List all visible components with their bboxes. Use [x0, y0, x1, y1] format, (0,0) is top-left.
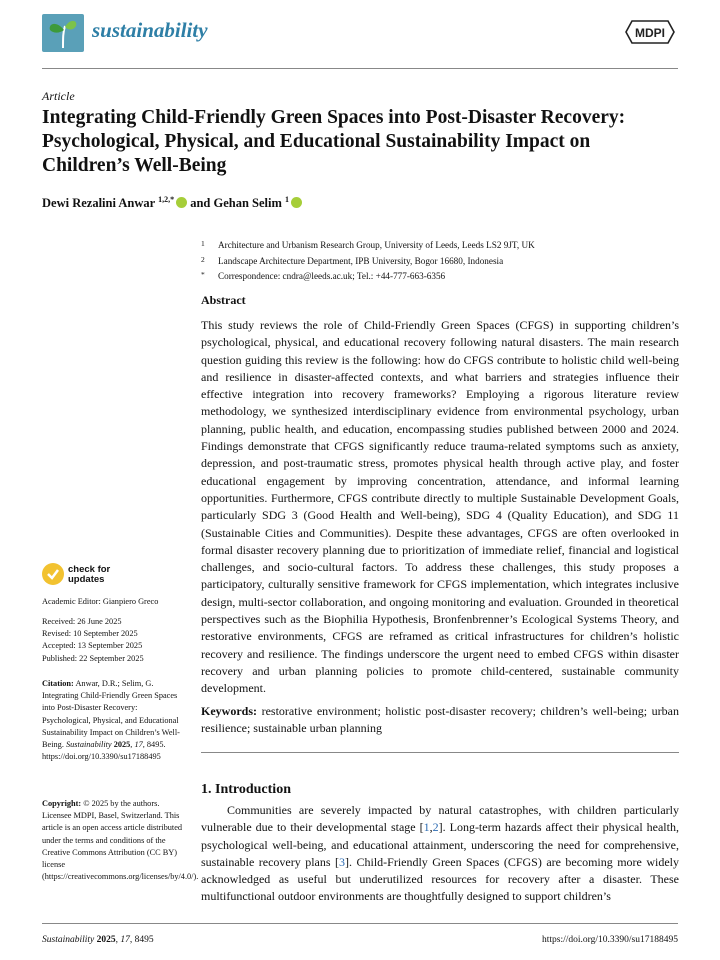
article-title: Integrating Child-Friendly Green Spaces into Post-Disaster Recovery: Psychological, Physical, and Educational Sustainability Impact on Children’s Well-Being: [42, 107, 626, 176]
affiliation-item: 2 Landscape Architecture Department, IPB University, Bogor 16680, Indonesia: [201, 254, 504, 266]
correspondence[interactable]: * Correspondence: cndra@leeds.ac.uk; Tel.: +44-777-663-6356: [201, 270, 446, 281]
copyright-block: Copyright: © 2025 by the authors. Licensee MDPI, Basel, Switzerland. This article is an open access article distributed under the terms and conditions of the Creative Commons Attribution (CC BY) license (https://creativecommons.org/licenses/by/4.0/).: [42, 799, 199, 882]
affiliation-item: 1 Architecture and Urbanism Research Group, University of Leeds, Leeds LS2 9JT, UK: [201, 239, 535, 250]
mdpi-logo-text: MDPI: [635, 26, 665, 40]
journal-name[interactable]: sustainability: [92, 18, 208, 42]
check-updates-link[interactable]: check for updates: [68, 564, 111, 585]
keywords-label: Keywords:: [201, 704, 257, 718]
citation-link[interactable]: 3: [339, 854, 346, 869]
keywords-list: restorative environment; holistic post-disaster recovery; children’s well-being; urban resilience; sustainable urban planning: [201, 704, 680, 736]
author-name[interactable]: Dewi Rezalini Anwar: [42, 196, 155, 211]
section-heading: 1. Introduction: [201, 782, 291, 797]
mdpi-logo[interactable]: [624, 17, 676, 47]
abstract-text: This study reviews the role of Child-Friendly Green Spaces (CFGS) in supporting children’s psychological, physical, and educational recovery following natural disasters. The main research question guiding this review is the following: how do CFGS contribute to holistic child well-being and resilience in disaster-affected contexts, and what barriers and strategies influence their effective integration into recovery frameworks? Employing a rigorous literature review methodology, we synthesized interdisciplinary evidence from environmental psychology, urban planning, public health, and education, encompassing studies published between 2000 and 2024. Findings demonstrate that CFGS significantly reduce trauma-related symptoms such as anxiety, depression, and post-traumatic stress, promotes physical health through active play, and foster educational engagement by improving concentration, attendance, and informal learning opportunities. Furthermore, CFGS contribute directly to multiple Sustainable Development Goals, particularly SDG 3 (Good Health and Well-being), SDG 4 (Quality Education), and SDG 11 (Sustainable Cities and Communities). Despite these advantages, CFGS are often overlooked in formal disaster recovery planning due to prioritization of immediate relief, financial and logistical challenges, and socio-cultural factors. To address these challenges, this study proposes a participatory, culturally sensitive framework for CFGS implementation, which integrates inclusive design, multi-sector collaboration, and ongoing monitoring and evaluation. Grounded in theoretical perspectives such as the Biophilia Hypothesis, Bronfenbrenner’s Ecological Systems Theory, and restorative environments, CFGS are reframed as critical infrastructures for children’s holistic recovery and resilience. The findings underscore the urgent need to embed CFGS within disaster recovery and urban planning policies to promote child-centered, sustainable community development.: [201, 318, 679, 696]
orcid-icon[interactable]: [291, 197, 302, 208]
keywords: [201, 703, 679, 738]
footer-citation: Sustainability 2025, 17, 8495: [42, 935, 154, 945]
author-name[interactable]: and Gehan Selim: [190, 196, 282, 211]
academic-editor: Academic Editor: Gianpiero Greco: [42, 597, 159, 606]
footer-divider: [42, 923, 678, 924]
author-list: [42, 195, 302, 211]
citation-block: Citation: Anwar, D.R.; Selim, G. Integrating Child-Friendly Green Spaces into Post-Disaster Recovery: Psychological, Physical, and Educational Sustainability Impact on Children’s Well-Being. Sustainability 2025, 17, 8495. https://doi.org/10.3390/su17188495: [42, 679, 180, 762]
affiliations: [201, 237, 535, 284]
orcid-icon[interactable]: [176, 197, 187, 208]
dates: Received: 26 June 2025 Revised: 10 September 2025 Accepted: 13 September 2025 Published: 22 September 2025: [42, 617, 144, 663]
intro-paragraph: Communities are severely impacted by natural catastrophes, with children particularly vulnerable due to their developmental stage [1,2]. Long-term hazards affect their physical health, psychological well-being, and educational attainment, underscoring the need for comprehensive, sustainable recovery plans [3]. Child-Friendly Green Spaces (CFGS) are becoming more widely acknowledged as useful but underutilized resources for recovery after a disaster. These multifunctional outdoor environments are thoughtfully designed to support children’s: [201, 803, 679, 904]
author-affil-sup: 1: [285, 195, 290, 204]
citation-link[interactable]: 2: [432, 820, 439, 835]
author-affil-sup: 1,2,*: [158, 195, 175, 204]
footer-doi-link[interactable]: https://doi.org/10.3390/su17188495: [541, 935, 678, 945]
abstract-heading: Abstract: [201, 293, 246, 307]
header-divider: [42, 68, 678, 69]
citation-link[interactable]: 1: [423, 820, 430, 835]
journal-logo-icon: [42, 14, 84, 52]
section-divider: [201, 752, 679, 753]
check-updates-icon[interactable]: [42, 563, 64, 585]
article-type: Article: [42, 89, 75, 103]
